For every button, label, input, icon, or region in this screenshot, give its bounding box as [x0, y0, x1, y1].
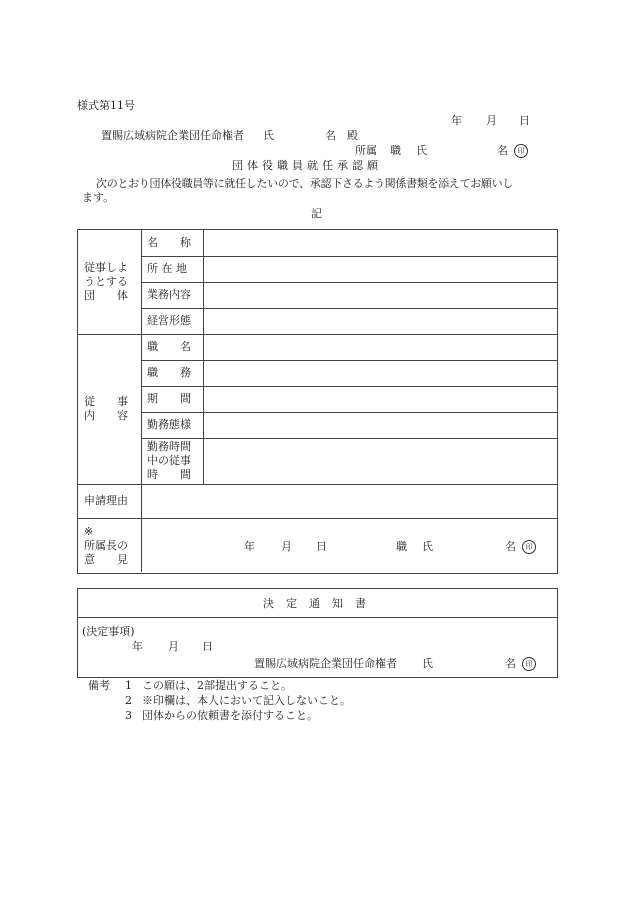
addressee-org: 置賜広域病院企業団任命権者 — [101, 129, 244, 142]
date-day: 日 — [519, 114, 530, 127]
decision-title: 決定通知書 — [263, 597, 378, 610]
org-name-field[interactable] — [204, 230, 557, 256]
decision-mei-text: 名 — [505, 657, 516, 670]
org-section-label — [78, 230, 141, 334]
duty-row-title-label: 職 名 — [147, 340, 191, 353]
note-1-num: 1 — [125, 679, 132, 692]
opinion-mei-text: 名 — [505, 540, 516, 553]
note-2-text: ※印欄は、本人において記入しないこと。 — [142, 694, 351, 707]
notes-label: 備考 — [88, 679, 110, 692]
opinion-month: 月 — [281, 540, 292, 553]
date-year: 年 — [451, 114, 462, 127]
reason-label: 申請理由 — [84, 494, 128, 507]
opinion-mei — [505, 540, 536, 554]
duty-label-line-2: 内 容 — [84, 409, 128, 422]
date-month: 月 — [486, 114, 497, 127]
duty-section-label — [78, 334, 141, 484]
decision-item-label: (決定事項) — [82, 625, 135, 638]
opinion-mark: ※ — [84, 524, 94, 538]
org-label-line-2: うとする — [84, 275, 128, 288]
decision-shi: 氏 — [422, 657, 433, 670]
note-3-text: 団体からの依頼書を添付すること。 — [142, 709, 318, 722]
decision-org: 置賜広域病院企業団任命権者 — [254, 657, 397, 670]
duty-row-hours-label — [141, 438, 203, 484]
opinion-label-line-2: 意 見 — [84, 552, 128, 566]
duty-row-duty-label: 職 務 — [147, 366, 191, 379]
note-2-num: 2 — [125, 694, 132, 707]
duty-hours-field[interactable] — [204, 438, 557, 484]
hours-label-line-1: 勤務時間 — [147, 440, 191, 453]
hours-label-line-3: 時 間 — [147, 468, 191, 481]
application-table — [77, 229, 558, 574]
body-text-line2: ます。 — [82, 191, 115, 204]
applicant-mei-text: 名 — [497, 144, 508, 157]
addressee-mei: 名 — [325, 129, 336, 142]
reason-field[interactable] — [142, 484, 557, 518]
org-address-field[interactable] — [204, 256, 557, 282]
opinion-shi: 氏 — [422, 540, 433, 553]
org-row-management-label: 経営形態 — [147, 314, 191, 327]
form-number: 様式第11号 — [77, 99, 135, 112]
org-management-field[interactable] — [204, 308, 557, 334]
opinion-post: 職 — [396, 540, 407, 553]
duty-style-field[interactable] — [204, 412, 557, 438]
note-3-num: 3 — [125, 709, 132, 722]
duty-period-field[interactable] — [204, 386, 557, 412]
seal-icon: 印 — [522, 540, 536, 554]
applicant-shi: 氏 — [416, 144, 427, 157]
org-row-business-label: 業務内容 — [147, 288, 191, 301]
seal-icon: 印 — [522, 657, 536, 671]
org-row-name-label: 名 称 — [147, 236, 191, 249]
opinion-label-line-1: 所属長の — [84, 538, 128, 552]
addressee-shi: 氏 — [263, 129, 274, 142]
opinion-label — [78, 519, 141, 572]
note-1-text: この願は、2部提出すること。 — [142, 679, 292, 692]
opinion-day: 日 — [316, 540, 327, 553]
org-label-line-3: 団 体 — [84, 289, 128, 302]
decision-year: 年 — [132, 640, 143, 653]
ki-heading: 記 — [311, 207, 322, 220]
org-row-address-label: 所 在 地 — [147, 262, 187, 275]
duty-duty-field[interactable] — [204, 360, 557, 386]
body-text-line1: 次のとおり団体役職員等に就任したいので、承認下さるよう関係書類を添えてお願いし — [96, 177, 514, 190]
seal-icon: 印 — [514, 144, 528, 158]
duty-label-line-1: 従 事 — [84, 395, 128, 408]
decision-notice-box — [77, 588, 558, 678]
org-business-field[interactable] — [204, 282, 557, 308]
addressee-dono: 殿 — [347, 129, 358, 142]
org-label-line-1: 従事しよ — [84, 261, 128, 274]
applicant-post: 職 — [390, 144, 401, 157]
duty-row-period-label: 期 間 — [147, 392, 191, 405]
opinion-year: 年 — [244, 540, 255, 553]
duty-title-field[interactable] — [204, 334, 557, 360]
applicant-mei — [497, 144, 528, 158]
document-title: 団体役職員就任承認願 — [232, 159, 382, 172]
duty-row-style-label: 勤務態様 — [147, 418, 191, 431]
hours-label-line-2: 中の従事 — [147, 454, 191, 467]
decision-mei — [505, 657, 536, 671]
decision-day: 日 — [202, 640, 213, 653]
applicant-affiliation: 所属 — [355, 144, 377, 157]
decision-month: 月 — [168, 640, 179, 653]
